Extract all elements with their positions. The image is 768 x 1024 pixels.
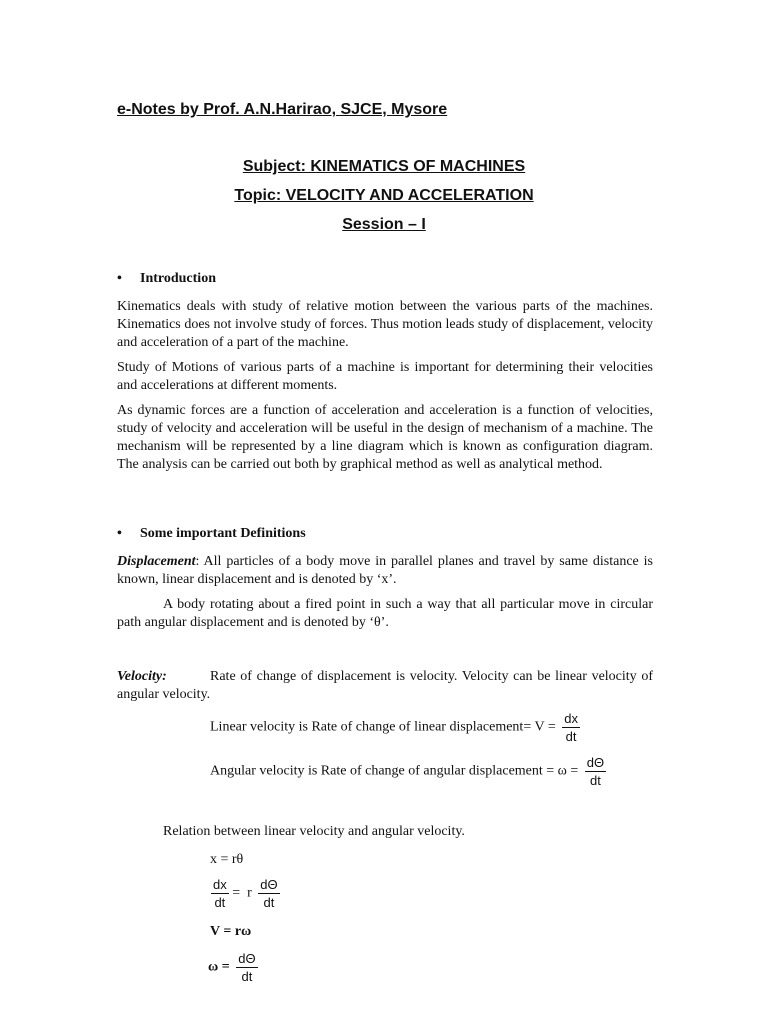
introduction-heading-text: Introduction [140, 271, 216, 286]
omega-equals: ω = [208, 959, 234, 975]
angular-velocity-text: Angular velocity is Rate of change of angular displacement = ω = [210, 763, 582, 779]
author-line: e-Notes by Prof. A.N.Harirao, SJCE, Mysore [117, 101, 448, 118]
velocity-text: Rate of change of displacement is velocity. Velocity can be linear velocity of angular velocity. [117, 669, 653, 702]
relation-heading: Relation between linear velocity and angular velocity. [163, 824, 465, 839]
introduction-heading [117, 271, 216, 287]
linear-velocity-formula [210, 710, 580, 745]
session-title: Session – I [342, 216, 426, 233]
displacement-term: Displacement [117, 554, 196, 569]
fraction-numerator: dΘ [586, 755, 605, 770]
dtheta-dt-fraction [258, 876, 279, 911]
linear-velocity-text: Linear velocity is Rate of change of linear displacement= V = [210, 719, 560, 735]
fraction-denominator: dt [590, 773, 601, 788]
fraction-denominator: dt [214, 895, 226, 910]
intro-paragraph-1: Kinematics deals with study of relative motion between the various parts of the machines. Kinematics does not involve study of forces. Thus motion leads study of displacement, velocity and acceleration of a part of the machine. [117, 299, 653, 350]
dx-dt-fraction [211, 876, 229, 911]
fraction-denominator: dt [241, 969, 253, 984]
angular-velocity-formula [210, 754, 606, 789]
fraction-numerator: dx [213, 877, 227, 892]
definitions-heading [117, 526, 306, 542]
fraction-denominator: dt [565, 729, 577, 744]
relation-equation-1: x = rθ [210, 852, 244, 867]
dtheta-dt-fraction [585, 754, 606, 789]
topic-title: Topic: VELOCITY AND ACCELERATION [234, 187, 534, 204]
bullet-icon: • [117, 526, 122, 541]
rotation-definition: A body rotating about a fired point in such a way that all particular move in circular path angular displacement and is denoted by ‘θ’. [117, 597, 653, 630]
fraction-denominator: dt [263, 895, 275, 910]
intro-paragraph-3: As dynamic forces are a function of acceleration and acceleration is a function of velocities, study of velocity and acceleration will be useful in the design of mechanism of a machine. The mechanism will be represented by a line diagram which is known as configuration diagram. The analysis can be carried out both by graphical method as well as analytical method. [117, 403, 653, 472]
relation-equation-2 [208, 876, 280, 911]
definitions-heading-text: Some important Definitions [140, 526, 306, 541]
intro-paragraph-2: Study of Motions of various parts of a machine is important for determining their velocities and accelerations at different moments. [117, 360, 653, 393]
dtheta-dt-fraction [236, 950, 257, 985]
velocity-definition [117, 668, 653, 704]
displacement-text: : All particles of a body move in parallel planes and travel by same distance is known, linear displacement and is denoted by ‘x’. [117, 554, 653, 587]
equals-r: = r [228, 885, 256, 901]
velocity-term: Velocity: [117, 669, 167, 684]
fraction-numerator: dΘ [238, 951, 256, 966]
relation-equation-4 [208, 950, 258, 985]
fraction-numerator: dΘ [260, 877, 278, 892]
bullet-icon: • [117, 271, 122, 286]
subject-title: Subject: KINEMATICS OF MACHINES [242, 158, 526, 175]
relation-equation-3: V = rω [210, 924, 252, 939]
fraction-numerator: dx [564, 711, 578, 726]
dx-dt-fraction [562, 710, 580, 745]
displacement-definition [117, 553, 653, 589]
